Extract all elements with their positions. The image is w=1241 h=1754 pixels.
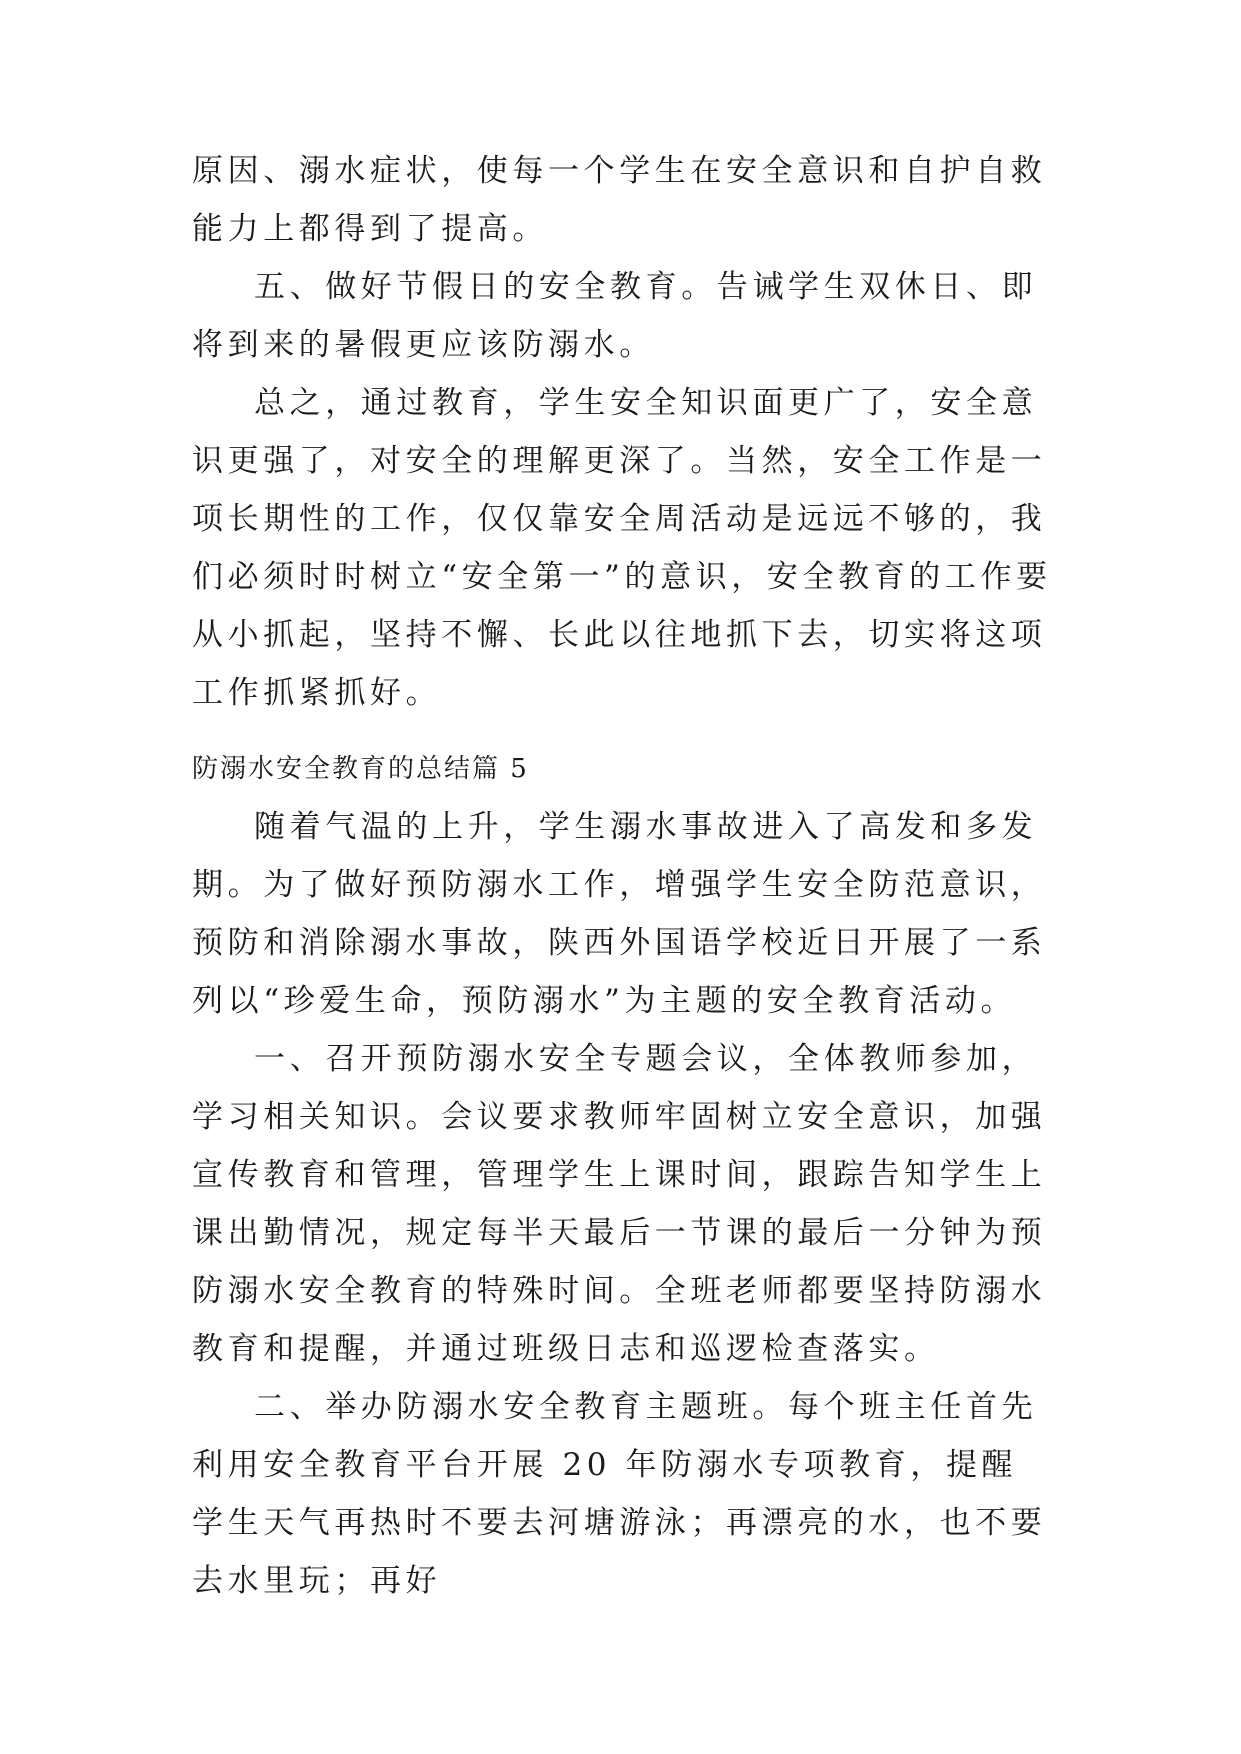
paragraph-theme-class: 二、举办防溺水安全教育主题班。每个班主任首先利用安全教育平台开展 20 年防溺水专项教育，提醒学生天气再热时不要去河塘游泳；再漂亮的水，也不要去水里玩；再好: [192, 1389, 1047, 1599]
section-5-title: 防溺水安全教育的总结篇 5: [192, 754, 529, 784]
paragraph-continuation: 原因、溺水症状，使每一个学生在安全意识和自护自救能力上都得到了提高。: [192, 153, 1047, 247]
section-5: [192, 740, 1052, 1610]
paragraph-meeting: 一、召开预防溺水安全专题会议，全体教师参加，学习相关知识。会议要求教师牢固树立安全意识，加强宣传教育和管理，管理学生上课时间，跟踪告知学生上课出勤情况，规定每半天最后一节课的最后一分钟为预防溺水安全教育的特殊时间。全班老师都要坚持防溺水教育和提醒，并通过班级日志和巡逻检查落实。: [192, 1041, 1047, 1367]
paragraph-intro: 随着气温的上升，学生溺水事故进入了高发和多发期。为了做好预防溺水工作，增强学生安全防范意识，预防和消除溺水事故，陕西外国语学校近日开展了一系列以“珍爱生命，预防溺水”为主题的安全教育活动。: [192, 809, 1047, 1019]
paragraph-summary: 总之，通过教育，学生安全知识面更广了，安全意识更强了，对安全的理解更深了。当然，安全工作是一项长期性的工作，仅仅靠安全周活动是远远不够的，我们必须时时树立“安全第一”的意识，安全教育的工作要从小抓起，坚持不懈、长此以往地抓下去，切实将这项工作抓紧抓好。: [192, 385, 1052, 711]
paragraph-holiday-safety: 五、做好节假日的安全教育。告诫学生双休日、即将到来的暑假更应该防溺水。: [192, 269, 1038, 363]
section-4-tail: [192, 142, 1052, 722]
